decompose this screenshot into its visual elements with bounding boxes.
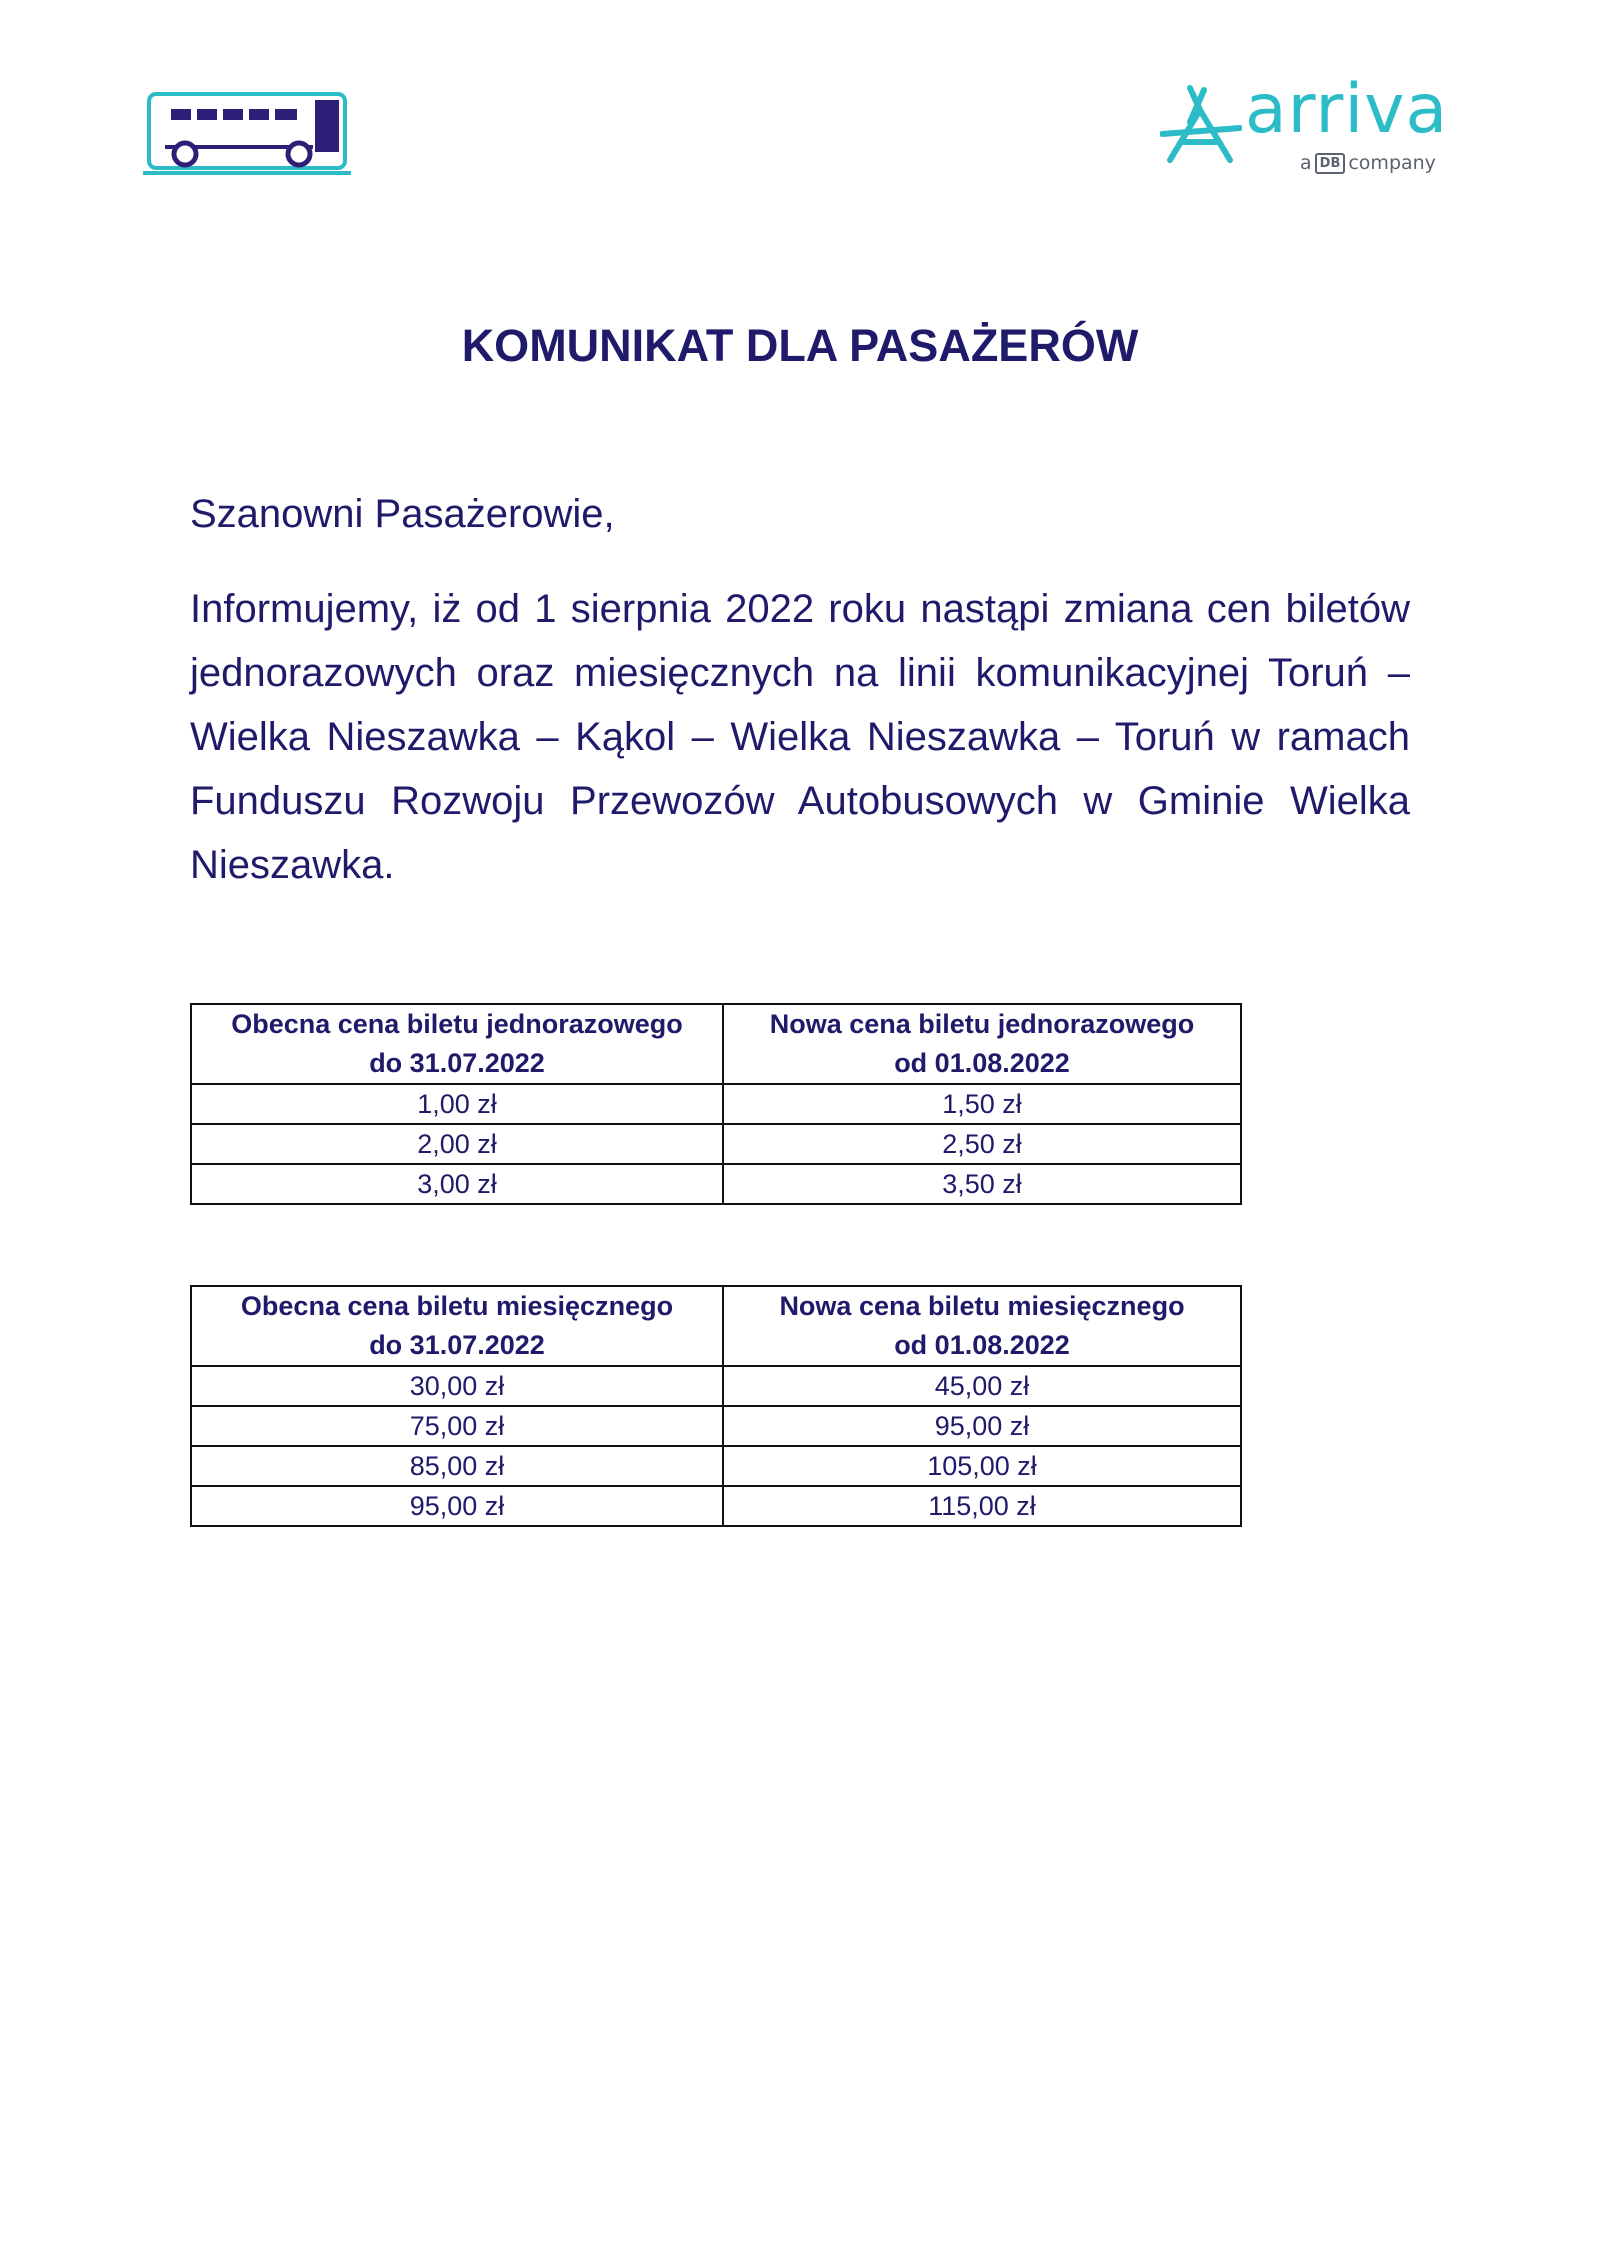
announcement-paragraph: Informujemy, iż od 1 sierpnia 2022 roku nastąpi zmiana cen biletów jednorazowych oraz miesięcznych na linii komunikacyjnej Toruń – Wielka Nieszawka – Kąkol – Wielka Nieszawka – Toruń w ramach Funduszu Rozwoju Przewozów Autobusowych w Gminie Wielka Nieszawka. [190, 587, 1410, 887]
tagline-prefix: a [1300, 152, 1312, 174]
table-row [191, 1084, 1241, 1124]
greeting: Szanowni Pasażerowie, [190, 492, 615, 536]
header-line: Nowa cena biletu miesięcznego [779, 1291, 1185, 1321]
bus-icon [143, 92, 351, 176]
table-row [191, 1124, 1241, 1164]
arriva-logo [1160, 70, 1450, 182]
header-line: od 01.08.2022 [894, 1330, 1070, 1360]
table-header-row [191, 1286, 1241, 1366]
tagline-suffix: company [1348, 152, 1436, 174]
header-current-price [191, 1004, 723, 1084]
new-price-cell: 3,50 zł [723, 1164, 1241, 1204]
header-new-price [723, 1004, 1241, 1084]
current-price-cell: 1,00 zł [191, 1084, 723, 1124]
page-title: KOMUNIKAT DLA PASAŻERÓW [461, 320, 1139, 371]
table-row [191, 1446, 1241, 1486]
new-price-cell: 45,00 zł [723, 1366, 1241, 1406]
header-line: Nowa cena biletu jednorazowego [769, 1009, 1195, 1039]
header-new-price [723, 1286, 1241, 1366]
table-row [191, 1406, 1241, 1446]
arriva-tagline [1300, 152, 1436, 174]
db-logo-box: DB [1315, 153, 1346, 174]
arriva-wordmark: arriva [1245, 70, 1449, 149]
current-price-cell: 2,00 zł [191, 1124, 723, 1164]
header-line: Obecna cena biletu miesięcznego [240, 1291, 674, 1321]
header-line: Obecna cena biletu jednorazowego [231, 1009, 683, 1039]
current-price-cell: 85,00 zł [191, 1446, 723, 1486]
current-price-cell: 95,00 zł [191, 1486, 723, 1526]
new-price-cell: 115,00 zł [723, 1486, 1241, 1526]
table-row [191, 1366, 1241, 1406]
table-header-row [191, 1004, 1241, 1084]
new-price-cell: 1,50 zł [723, 1084, 1241, 1124]
header-current-price [191, 1286, 723, 1366]
arriva-a-mark-icon [1160, 82, 1242, 166]
current-price-cell: 75,00 zł [191, 1406, 723, 1446]
new-price-cell: 105,00 zł [723, 1446, 1241, 1486]
table-row [191, 1486, 1241, 1526]
new-price-cell: 95,00 zł [723, 1406, 1241, 1446]
monthly-ticket-price-table [190, 1285, 1242, 1527]
current-price-cell: 30,00 zł [191, 1366, 723, 1406]
header-line: do 31.07.2022 [369, 1330, 545, 1360]
current-price-cell: 3,00 zł [191, 1164, 723, 1204]
header-line: od 01.08.2022 [894, 1048, 1070, 1078]
new-price-cell: 2,50 zł [723, 1124, 1241, 1164]
single-ticket-price-table [190, 1003, 1242, 1205]
table-row [191, 1164, 1241, 1204]
header-line: do 31.07.2022 [369, 1048, 545, 1078]
